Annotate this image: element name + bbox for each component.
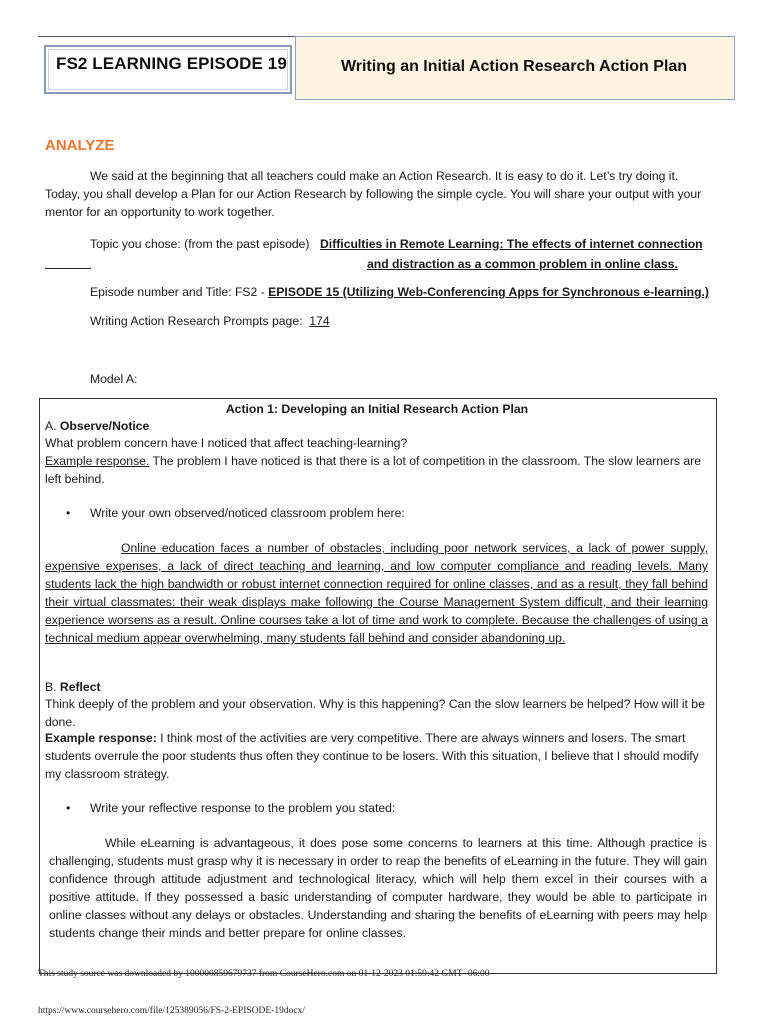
reflect-question: Think deeply of the problem and your observation. Why is this happening? Can the slow learners be helped? How will it be done. — [45, 697, 705, 729]
model-label: Model A: — [90, 372, 138, 386]
source-url[interactable]: https://www.coursehero.com/file/125389056/FS-2-EPISODE-19docx/ — [38, 1006, 305, 1016]
topic-value-line2: and distraction as a common problem in online class. — [367, 257, 678, 271]
observe-heading — [45, 417, 710, 435]
observe-bullet-prompt: Write your own observed/noticed classroom problem here: — [90, 506, 405, 520]
intro-text: We said at the beginning that all teachers could make an Action Research. It is easy to do it. Let’s try doing it. Today, you shall develop a Plan for our Action Research by following the simple cycle. You will share your output with your mentor for an opportunity to work together. — [45, 169, 702, 219]
bullet-icon: • — [66, 506, 71, 520]
source-note: This study source was downloaded by 100000859679737 from CourseHero.com on 01-12-2023 01:59:42 GMT -06:00 — [38, 969, 490, 979]
episode-title: FS2 LEARNING EPISODE 19 — [56, 54, 287, 73]
episode-label: Episode number and Title: FS2 - — [90, 285, 265, 299]
reflect-prefix: B. — [45, 680, 57, 694]
observe-example — [45, 452, 710, 488]
reflect-example — [45, 729, 710, 783]
document-title: Writing an Initial Action Research Action Plan — [340, 58, 688, 75]
observe-question: What problem concern have I noticed that affect teaching-learning? — [45, 436, 408, 450]
observe-heading-text: Observe/Notice — [59, 419, 150, 433]
observe-response-text: Online education faces a number of obstacles, including poor network services, a lack of power supply, expensive expenses, a lack of direct teaching and learning, and low computer compliance and reading levels. Many students lack the high bandwidth or robust internet connection required for online classes, and as a result, they fall behind their virtual classmates: their weak displays make following the Course Management System difficult, and their learning experience worsens as a result. Online courses take a lot of time and work to complete. Because the challenges of using a technical medium appear overwhelming, many students fall behind and consider abandoning up. — [45, 541, 708, 645]
reflect-heading-text: Reflect — [59, 680, 101, 694]
reflect-heading — [45, 678, 710, 696]
reflect-response-text: While eLearning is advantageous, it does pose some concerns to learners at this time. Although practice is challenging, students must grasp why it is necessary in order to reap the benefits of eLearning in the future. They will gain confidence through attitude adjustment and technological literacy, which will help them excel in their courses with a positive attitude. If they possessed a basic understanding of computer hardware, they would be able to participate in online classes without any delays or obstacles. Understanding and sharing the benefits of eLearning with peers may help students change their minds and better prepare for online classes. — [49, 836, 707, 940]
topic-blank-line — [45, 253, 91, 269]
prompts-label: Writing Action Research Prompts page: — [90, 314, 303, 328]
reflect-response — [49, 834, 707, 942]
observe-prefix: A. — [45, 419, 57, 433]
reflect-example-text: I think most of the activities are very competitive. There are always winners and losers. The smart students overrule the poor students thus often they continue to be losers. With this situation, I believe that I should modify my classroom strategy. — [45, 731, 699, 781]
topic-label: Topic you chose: (from the past episode) — [90, 237, 310, 251]
episode-value: EPISODE 15 (Utilizing Web-Conferencing Apps for Synchronous e-learning.) — [268, 285, 709, 299]
reflect-example-label: Example response: — [45, 731, 157, 745]
episode-line — [90, 283, 709, 301]
observe-example-text: The problem I have noticed is that there is a lot of competition in the classroom. The slow learners are left behind. — [45, 454, 701, 486]
header-rule — [38, 36, 298, 37]
reflect-bullet-prompt: Write your reflective response to the problem you stated: — [90, 801, 396, 815]
prompts-line — [90, 312, 330, 330]
observe-response — [45, 539, 708, 647]
prompts-page-value: 174 — [309, 314, 330, 328]
analyze-heading: ANALYZE — [45, 137, 115, 154]
topic-value-line1: Difficulties in Remote Learning: The effects of internet connection — [320, 237, 703, 251]
observe-example-label: Example response. — [45, 454, 150, 468]
bullet-icon: • — [66, 801, 71, 815]
intro-paragraph — [45, 167, 705, 221]
action-plan-title: Action 1: Developing an Initial Research Action Plan — [225, 402, 529, 416]
